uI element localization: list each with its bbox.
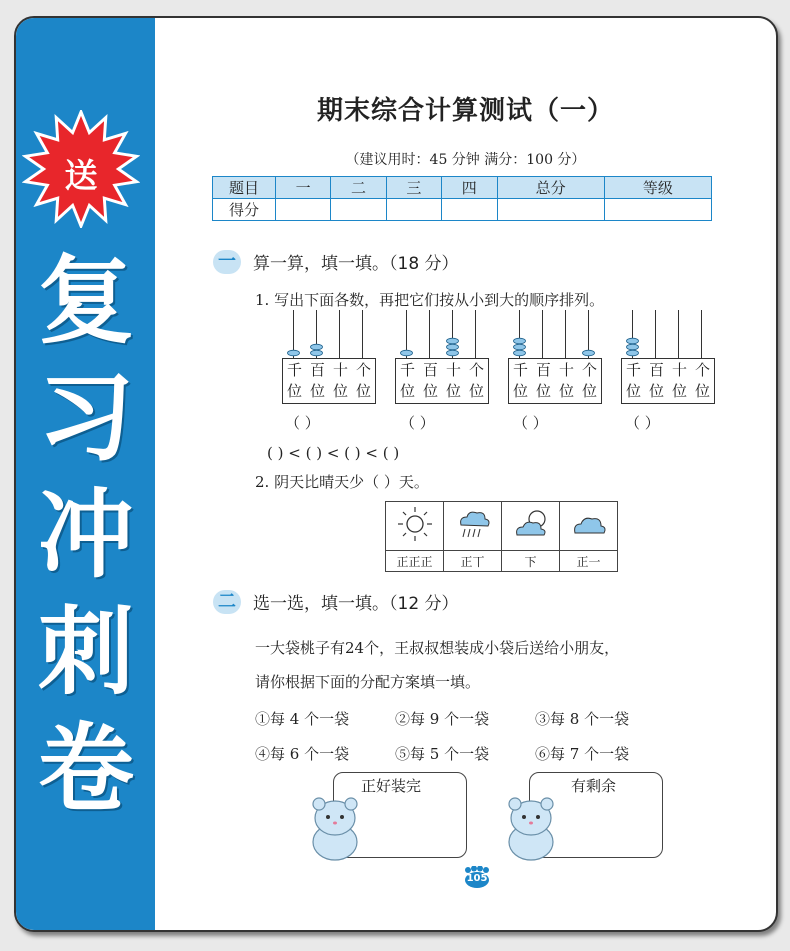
place-suffix: 位 — [625, 382, 641, 400]
score-header-cell: 一 — [276, 177, 331, 199]
section-number: 二 — [213, 590, 241, 614]
partly-cloudy-icon — [502, 502, 560, 551]
page-subtitle: （建议用时：45 分钟 满分：100 分） — [345, 152, 586, 168]
plan-option: ⑥每 7 个一袋 — [535, 745, 630, 763]
score-blank-cell[interactable] — [331, 199, 386, 221]
answer-blank[interactable]: （ ） — [625, 414, 660, 432]
score-header-cell: 三 — [386, 177, 441, 199]
place-label: 千 — [512, 361, 528, 379]
hamster-mascot-icon — [501, 796, 561, 862]
place-suffix: 位 — [558, 382, 574, 400]
abacus-bead — [447, 350, 459, 356]
place-suffix: 位 — [445, 382, 461, 400]
abacus-bead — [514, 338, 526, 344]
score-header-cell: 二 — [331, 177, 386, 199]
page-title: 期末综合计算测试（一） — [316, 96, 614, 126]
place-suffix: 位 — [694, 382, 710, 400]
question-1-text: 1. 写出下面各数，再把它们按从小到大的顺序排列。 — [255, 291, 605, 309]
place-suffix: 位 — [468, 382, 484, 400]
sidebar-band — [16, 18, 155, 930]
page-card — [14, 16, 778, 932]
place-suffix: 位 — [399, 382, 415, 400]
place-value-box — [282, 358, 376, 404]
place-value-box — [395, 358, 489, 404]
abacus-bead — [627, 344, 639, 350]
place-label: 个 — [355, 361, 371, 379]
score-header-cell: 四 — [442, 177, 497, 199]
abacus-bead — [288, 350, 300, 356]
place-label: 百 — [648, 361, 664, 379]
plan-option: ⑤每 5 个一袋 — [395, 745, 490, 763]
score-blank-cell[interactable] — [386, 199, 441, 221]
section-title: 算一算，填一填。（18 分） — [253, 254, 459, 274]
place-label: 百 — [535, 361, 551, 379]
abacus — [395, 310, 489, 406]
place-suffix: 位 — [648, 382, 664, 400]
abacus-bead — [447, 338, 459, 344]
score-blank-cell[interactable] — [276, 199, 331, 221]
title-char: 习 — [38, 362, 134, 474]
tally-cell: 正正正 — [386, 551, 444, 572]
plan-option: ④每 6 个一袋 — [255, 745, 350, 763]
place-suffix: 位 — [535, 382, 551, 400]
answer-blank[interactable]: （ ） — [285, 414, 320, 432]
rain-icon — [444, 502, 502, 551]
page-number-badge — [462, 866, 492, 888]
score-header-cell: 总分 — [497, 177, 604, 199]
tally-cell: 正丅 — [444, 551, 502, 572]
bag-label: 有剩余 — [571, 777, 617, 795]
place-suffix: 位 — [671, 382, 687, 400]
problem-text-line: 请你根据下面的分配方案填一填。 — [255, 673, 481, 691]
section-number: 一 — [213, 250, 241, 274]
abacus-bead — [627, 338, 639, 344]
place-value-box — [508, 358, 602, 404]
bag-label: 正好装完 — [361, 777, 422, 795]
tally-cell: 正一 — [560, 551, 618, 572]
abacus-bead — [627, 350, 639, 356]
place-label: 个 — [468, 361, 484, 379]
cloud-icon — [560, 502, 618, 551]
place-suffix: 位 — [512, 382, 528, 400]
abacus-bead — [514, 344, 526, 350]
abacus-bead — [311, 350, 323, 356]
place-label: 个 — [581, 361, 597, 379]
abacus-bead — [583, 350, 595, 356]
score-blank-cell[interactable] — [442, 199, 497, 221]
title-char: 卷 — [38, 713, 134, 825]
title-char: 刺 — [38, 596, 134, 708]
section-title: 选一选，填一填。（12 分） — [253, 594, 459, 614]
score-label-cell: 得分 — [213, 199, 276, 221]
score-blank-cell[interactable] — [497, 199, 604, 221]
place-suffix: 位 — [355, 382, 371, 400]
answer-blank[interactable]: （ ） — [400, 414, 435, 432]
place-label: 千 — [399, 361, 415, 379]
place-suffix: 位 — [332, 382, 348, 400]
place-label: 十 — [558, 361, 574, 379]
plan-option: ②每 9 个一袋 — [395, 710, 490, 728]
score-blank-cell[interactable] — [604, 199, 711, 221]
place-value-box — [621, 358, 715, 404]
hamster-mascot-icon — [305, 796, 365, 862]
weather-table — [385, 501, 618, 572]
abacus-bead — [401, 350, 413, 356]
place-label: 十 — [445, 361, 461, 379]
abacus-bead — [514, 350, 526, 356]
score-header-cell: 题目 — [213, 177, 276, 199]
place-suffix: 位 — [422, 382, 438, 400]
place-suffix: 位 — [309, 382, 325, 400]
abacus — [508, 310, 602, 406]
tally-cell: 下 — [502, 551, 560, 572]
place-suffix: 位 — [581, 382, 597, 400]
place-label: 百 — [309, 361, 325, 379]
title-char: 冲 — [38, 479, 134, 591]
answer-blank[interactable]: （ ） — [513, 414, 548, 432]
question-2-text: 2. 阴天比晴天少（ ）天。 — [255, 473, 429, 491]
section-one-heading — [213, 249, 459, 274]
plan-option: ①每 4 个一袋 — [255, 710, 350, 728]
abacus-bead — [311, 344, 323, 350]
problem-text-line: 一大袋桃子有24个，王叔叔想装成小袋后送给小朋友， — [255, 639, 620, 657]
worksheet — [155, 18, 776, 930]
place-label: 个 — [694, 361, 710, 379]
place-label: 百 — [422, 361, 438, 379]
abacus-bead — [447, 344, 459, 350]
score-table — [212, 176, 712, 221]
ordering-line[interactable]: ( ) < ( ) < ( ) < ( ) — [267, 444, 400, 462]
place-label: 千 — [286, 361, 302, 379]
section-two-heading — [213, 589, 459, 614]
place-label: 千 — [625, 361, 641, 379]
place-label: 十 — [332, 361, 348, 379]
sun-icon — [386, 502, 444, 551]
place-suffix: 位 — [286, 382, 302, 400]
abacus — [282, 310, 376, 406]
page-number: 105 — [466, 873, 488, 884]
plan-option: ③每 8 个一袋 — [535, 710, 630, 728]
burst-label: 送 — [64, 156, 98, 195]
score-header-cell: 等级 — [604, 177, 711, 199]
title-char: 复 — [38, 245, 134, 357]
abacus — [621, 310, 715, 406]
place-label: 十 — [671, 361, 687, 379]
vertical-title — [30, 243, 142, 828]
